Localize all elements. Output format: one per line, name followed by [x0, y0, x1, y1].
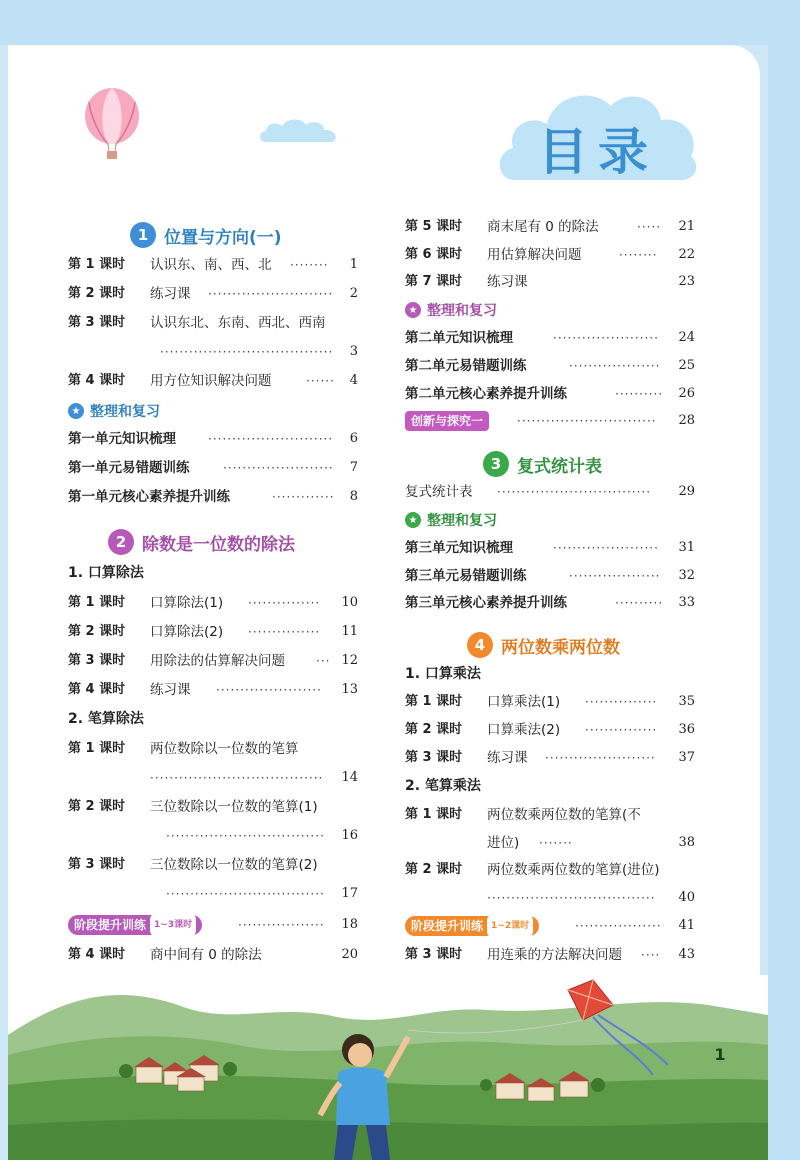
toc-row-continued[interactable]: ································· 16	[166, 828, 358, 843]
page-number: 1	[714, 1045, 726, 1064]
review-header: ★ 整理和复习	[405, 298, 497, 322]
toc-row[interactable]: 第一单元核心素养提升训练 ············· 8	[68, 489, 358, 505]
unit-title: 复式统计表	[517, 456, 602, 477]
innovation-badge: 创新与探究一	[405, 411, 489, 431]
unit-title: 两位数乘两位数	[501, 637, 620, 658]
star-icon: ★	[405, 302, 421, 318]
unit-number-badge: 1	[130, 222, 156, 248]
toc-row[interactable]: 第一单元知识梳理 ·························· 6	[68, 431, 358, 447]
toc-row[interactable]: 第 1 课时 口算乘法(1) ··············· 35	[405, 694, 695, 710]
toc-row[interactable]: 第 4 课时 用方位知识解决问题 ······ 4	[68, 373, 358, 389]
toc-row-stage[interactable]: 阶段提升训练 1~2课时 ·················· 41	[405, 914, 695, 938]
toc-row-continued[interactable]: 进位) ······· 38	[487, 835, 695, 851]
toc-row[interactable]: 第 2 课时 三位数除以一位数的笔算(1)	[68, 799, 318, 815]
toc-row[interactable]: 第 1 课时 口算除法(1) ··············· 10	[68, 595, 358, 611]
unit-3-header[interactable]	[483, 449, 602, 479]
toc-row[interactable]: 第 2 课时 两位数乘两位数的笔算(进位)	[405, 862, 660, 878]
toc-row[interactable]: 第 3 课时 三位数除以一位数的笔算(2)	[68, 857, 318, 873]
hot-air-balloon-icon	[83, 88, 141, 162]
toc-row-innovation[interactable]: 创新与探究一 ····························· 28	[405, 409, 695, 433]
stage-training-badge: 阶段提升训练 1~2课时	[405, 916, 539, 936]
unit-title: 除数是一位数的除法	[142, 534, 295, 555]
toc-row[interactable]: 第 1 课时 认识东、南、西、北 ········ 1	[68, 257, 358, 273]
toc-row-continued[interactable]: ···································· 3	[160, 344, 358, 359]
toc-row[interactable]: 复式统计表 ································ 29	[405, 484, 695, 500]
unit-number-badge: 4	[467, 632, 493, 658]
star-icon: ★	[68, 403, 84, 419]
toc-row[interactable]: 第二单元知识梳理 ······················ 24	[405, 330, 695, 346]
toc-row[interactable]: 第二单元易错题训练 ··················· 25	[405, 358, 695, 374]
section-heading: 2. 笔算乘法	[405, 778, 481, 794]
unit-number-badge: 2	[108, 529, 134, 555]
unit-title: 位置与方向(一)	[164, 227, 282, 248]
section-heading: 2. 笔算除法	[68, 711, 144, 727]
toc-row[interactable]: 第 1 课时 两位数除以一位数的笔算	[68, 741, 299, 757]
section-heading: 1. 口算除法	[68, 565, 144, 581]
toc-row-stage[interactable]: 阶段提升训练 1~3课时 ·················· 18	[68, 913, 358, 937]
review-header: ★ 整理和复习	[68, 399, 160, 423]
toc-row[interactable]: 第一单元易错题训练 ······················· 7	[68, 460, 358, 476]
unit-1-header[interactable]	[130, 220, 282, 250]
toc-row[interactable]: 第 1 课时 两位数乘两位数的笔算(不	[405, 807, 641, 823]
unit-number-badge: 3	[483, 451, 509, 477]
toc-row[interactable]: 第 4 课时 商中间有 0 的除法 20	[68, 947, 358, 963]
toc-row[interactable]: 第三单元核心素养提升训练 ·········· 33	[405, 595, 695, 611]
toc-row[interactable]: 第 2 课时 练习课 ·························· 2	[68, 286, 358, 302]
toc-row[interactable]: 第三单元知识梳理 ······················ 31	[405, 540, 695, 556]
toc-row[interactable]: 第 3 课时 认识东北、东南、西北、西南	[68, 315, 326, 331]
star-icon: ★	[405, 512, 421, 528]
toc-row[interactable]: 第 2 课时 口算乘法(2) ··············· 36	[405, 722, 695, 738]
toc-row[interactable]: 第 2 课时 口算除法(2) ··············· 11	[68, 624, 358, 640]
toc-row[interactable]: 第 6 课时 用估算解决问题 ········ 22	[405, 247, 695, 263]
unit-2-header[interactable]	[108, 527, 295, 557]
toc-row[interactable]: 第 3 课时 用连乘的方法解决问题 ···· 43	[405, 947, 695, 963]
landscape-illustration	[8, 975, 768, 1160]
toc-row[interactable]: 第 3 课时 练习课 ······················· 37	[405, 750, 695, 766]
toc-row-continued[interactable]: ································· 17	[166, 886, 358, 901]
toc-row-continued[interactable]: ···································· 14	[150, 770, 358, 785]
review-header: ★ 整理和复习	[405, 508, 497, 532]
toc-row[interactable]: 第 5 课时 商末尾有 0 的除法 ····· 21	[405, 219, 695, 235]
toc-row-continued[interactable]: ··································· 40	[487, 890, 695, 905]
section-heading: 1. 口算乘法	[405, 666, 481, 682]
toc-row[interactable]: 第二单元核心素养提升训练 ·········· 26	[405, 386, 695, 402]
toc-row[interactable]: 第 7 课时 练习课 23	[405, 274, 695, 290]
toc-row[interactable]: 第 3 课时 用除法的估算解决问题 ··· 12	[68, 653, 358, 669]
toc-row[interactable]: 第 4 课时 练习课 ······················ 13	[68, 682, 358, 698]
unit-4-header[interactable]	[467, 630, 620, 660]
toc-row[interactable]: 第三单元易错题训练 ··················· 32	[405, 568, 695, 584]
small-cloud-icon	[258, 116, 340, 146]
stage-training-badge: 阶段提升训练 1~3课时	[68, 915, 202, 935]
page-title: 目录	[538, 123, 658, 181]
